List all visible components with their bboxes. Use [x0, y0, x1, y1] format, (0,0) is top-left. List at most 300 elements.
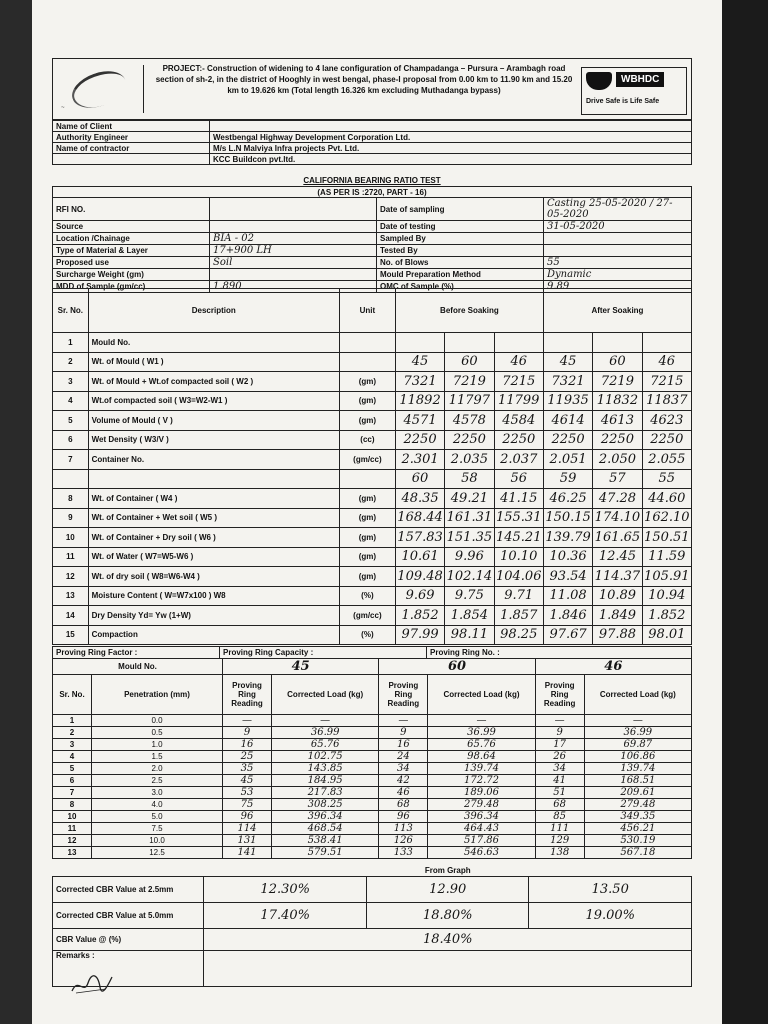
- road-icon: [586, 72, 612, 90]
- ring-col-load-3: Corrected Load (kg): [584, 675, 691, 715]
- row-value: [642, 333, 691, 353]
- field-label: Surcharge Weight (gm): [53, 269, 210, 281]
- ring-reading: 26: [535, 751, 584, 763]
- remarks-label: Remarks :: [53, 950, 204, 986]
- row-value: [445, 333, 494, 353]
- ring-load: —: [584, 715, 691, 727]
- row-value: 162.10: [642, 508, 691, 528]
- row-unit: (gm): [339, 547, 395, 567]
- field-label: RFI NO.: [53, 198, 210, 221]
- ring-row: [53, 847, 692, 859]
- parties-table: [52, 120, 692, 165]
- ring-col-reading-2: Proving Ring Reading: [379, 675, 428, 715]
- ring-reading: —: [223, 715, 272, 727]
- ring-load: 567.18: [584, 847, 691, 859]
- ring-col-reading-3: Proving Ring Reading: [535, 675, 584, 715]
- cbr-row-value: 12.90: [366, 876, 529, 902]
- row-value: 60: [593, 352, 642, 372]
- test-standard: (AS PER IS :2720, PART - 16): [53, 187, 692, 198]
- row-value: 46.25: [543, 489, 592, 509]
- ring-load: 98.64: [428, 751, 535, 763]
- row-unit: [339, 333, 395, 353]
- ring-load: 217.83: [272, 787, 379, 799]
- ring-sr: 1: [53, 715, 92, 727]
- ring-reading: 96: [223, 811, 272, 823]
- field-row: [53, 221, 692, 233]
- field-value: [544, 233, 692, 245]
- field-value: 1.890: [210, 281, 377, 293]
- row-value: 98.01: [642, 625, 691, 645]
- form-area: [52, 58, 692, 1008]
- ring-sr: 3: [53, 739, 92, 751]
- signature: [70, 973, 114, 997]
- ring-row: [53, 787, 692, 799]
- row-value: 4623: [642, 411, 691, 431]
- ring-load: 396.34: [428, 811, 535, 823]
- ring-load: 139.74: [584, 763, 691, 775]
- field-label: Proposed use: [53, 257, 210, 269]
- row-description: Wt. of dry soil ( W8=W6-W4 ): [88, 567, 339, 587]
- row-value: 9.69: [395, 586, 444, 606]
- row-value: 41.15: [494, 489, 543, 509]
- row-value: 4571: [395, 411, 444, 431]
- table-row: [53, 411, 692, 431]
- density-table: [52, 288, 692, 645]
- ring-row: [53, 715, 692, 727]
- ring-col-sr: Sr. No.: [53, 675, 92, 715]
- field-value: BIA - 02: [210, 233, 377, 245]
- row-unit: (gm): [339, 411, 395, 431]
- row-description: Container No.: [88, 450, 339, 470]
- ring-reading: 51: [535, 787, 584, 799]
- field-row: [53, 233, 692, 245]
- ring-row: [53, 739, 692, 751]
- ring-load: 396.34: [272, 811, 379, 823]
- party-label: Name of contractor: [53, 143, 210, 154]
- row-description: [88, 469, 339, 489]
- table-row: [53, 430, 692, 450]
- ring-reading: 35: [223, 763, 272, 775]
- row-description: Wt. of Container ( W4 ): [88, 489, 339, 509]
- table-row: [53, 547, 692, 567]
- row-sr: 2: [53, 352, 89, 372]
- row-description: Wt. of Mould + Wt.of compacted soil ( W2 ): [88, 372, 339, 392]
- ring-load: 464.43: [428, 823, 535, 835]
- row-value: 174.10: [593, 508, 642, 528]
- row-value: 48.35: [395, 489, 444, 509]
- ring-reading: 113: [379, 823, 428, 835]
- row-value: 44.60: [642, 489, 691, 509]
- ring-load: 456.21: [584, 823, 691, 835]
- ring-penetration: 1.5: [92, 751, 223, 763]
- ring-penetration: 4.0: [92, 799, 223, 811]
- field-value: [210, 198, 377, 221]
- ring-load: 468.54: [272, 823, 379, 835]
- sample-info-table: [52, 186, 692, 293]
- ring-load: —: [428, 715, 535, 727]
- party-row: [53, 154, 692, 165]
- proving-ring-capacity: Proving Ring Capacity :: [220, 647, 427, 659]
- ring-reading: 25: [223, 751, 272, 763]
- document-sheet: [32, 0, 722, 1024]
- row-sr: 12: [53, 567, 89, 587]
- row-value: 2250: [593, 430, 642, 450]
- ring-row: [53, 799, 692, 811]
- table-row: [53, 352, 692, 372]
- row-description: Wt. of Container + Wet soil ( W5 ): [88, 508, 339, 528]
- row-unit: (gm): [339, 508, 395, 528]
- ring-load: 102.75: [272, 751, 379, 763]
- mould-no-label: Mould No.: [53, 659, 223, 675]
- ring-row: [53, 763, 692, 775]
- field-label: Source: [53, 221, 210, 233]
- row-value: 11892: [395, 391, 444, 411]
- row-value: 4578: [445, 411, 494, 431]
- ring-reading: 68: [535, 799, 584, 811]
- ring-reading: 85: [535, 811, 584, 823]
- row-description: Wt. of Mould ( W1 ): [88, 352, 339, 372]
- row-value: 9.71: [494, 586, 543, 606]
- logo-brand: WBHDC: [616, 72, 664, 87]
- row-value: 114.37: [593, 567, 642, 587]
- row-unit: (gm/cc): [339, 450, 395, 470]
- table-row: [53, 391, 692, 411]
- party-row: [53, 143, 692, 154]
- ring-reading: 133: [379, 847, 428, 859]
- row-value: 45: [543, 352, 592, 372]
- field-label: Date of sampling: [377, 198, 544, 221]
- row-description: Wt. of Water ( W7=W5-W6 ): [88, 547, 339, 567]
- row-value: 1.849: [593, 606, 642, 626]
- party-value: M/s L.N Malviya Infra projects Pvt. Ltd.: [210, 143, 692, 154]
- row-value: 97.99: [395, 625, 444, 645]
- row-value: 2250: [445, 430, 494, 450]
- logo-swirl-icon: [67, 64, 131, 114]
- table-row: [53, 489, 692, 509]
- row-value: 150.15: [543, 508, 592, 528]
- ring-penetration: 0.5: [92, 727, 223, 739]
- row-description: Dry Density Yd= Yw (1+W): [88, 606, 339, 626]
- row-unit: (gm): [339, 528, 395, 548]
- row-sr: 5: [53, 411, 89, 431]
- field-value: 31-05-2020: [544, 221, 692, 233]
- row-value: [395, 333, 444, 353]
- party-row: [53, 132, 692, 143]
- cbr-results-table: [52, 866, 692, 987]
- row-value: 2250: [395, 430, 444, 450]
- party-value: KCC Buildcon pvt.ltd.: [210, 154, 692, 165]
- row-value: 98.11: [445, 625, 494, 645]
- row-value: 7215: [642, 372, 691, 392]
- row-value: 4614: [543, 411, 592, 431]
- row-value: 7219: [445, 372, 494, 392]
- row-value: [494, 333, 543, 353]
- ring-load: 184.95: [272, 775, 379, 787]
- ring-reading: 96: [379, 811, 428, 823]
- ring-sr: 8: [53, 799, 92, 811]
- row-value: 105.91: [642, 567, 691, 587]
- row-value: 102.14: [445, 567, 494, 587]
- ring-reading: 34: [379, 763, 428, 775]
- ring-reading: 53: [223, 787, 272, 799]
- cbr-row-value: 19.00%: [529, 902, 692, 928]
- row-value: 4613: [593, 411, 642, 431]
- table-row: [53, 625, 692, 645]
- ring-reading: 126: [379, 835, 428, 847]
- row-value: 155.31: [494, 508, 543, 528]
- row-value: 97.88: [593, 625, 642, 645]
- row-value: 161.65: [593, 528, 642, 548]
- row-sr: 13: [53, 586, 89, 606]
- row-value: 46: [494, 352, 543, 372]
- party-value: [210, 121, 692, 132]
- row-unit: (cc): [339, 430, 395, 450]
- proving-ring-table: [52, 658, 692, 859]
- ring-reading: 68: [379, 799, 428, 811]
- row-sr: 14: [53, 606, 89, 626]
- ring-reading: 141: [223, 847, 272, 859]
- row-description: Mould No.: [88, 333, 339, 353]
- ring-load: 279.48: [428, 799, 535, 811]
- row-value: 2.035: [445, 450, 494, 470]
- row-sr: 10: [53, 528, 89, 548]
- row-value: 2250: [543, 430, 592, 450]
- ring-reading: —: [535, 715, 584, 727]
- field-label: Sampled By: [377, 233, 544, 245]
- field-row: [53, 269, 692, 281]
- ring-col-load-2: Corrected Load (kg): [428, 675, 535, 715]
- cbr-value-label: CBR Value @ (%): [53, 928, 204, 950]
- ring-load: 517.86: [428, 835, 535, 847]
- remarks-value: [204, 950, 692, 986]
- company-logo-mark: ~: [61, 105, 65, 111]
- row-value: 60: [445, 352, 494, 372]
- party-row: [53, 121, 692, 132]
- row-value: 109.48: [395, 567, 444, 587]
- row-description: Moisture Content ( W=W7x100 ) W8: [88, 586, 339, 606]
- row-description: Compaction: [88, 625, 339, 645]
- field-label: Location /Chainage: [53, 233, 210, 245]
- row-value: 12.45: [593, 547, 642, 567]
- table-row: [53, 606, 692, 626]
- row-value: 11837: [642, 391, 691, 411]
- row-unit: (%): [339, 586, 395, 606]
- field-row: [53, 245, 692, 257]
- ring-col-load-1: Corrected Load (kg): [272, 675, 379, 715]
- row-value: 161.31: [445, 508, 494, 528]
- row-value: 10.10: [494, 547, 543, 567]
- row-value: 151.35: [445, 528, 494, 548]
- ring-reading: 138: [535, 847, 584, 859]
- row-value: 10.94: [642, 586, 691, 606]
- row-unit: (gm): [339, 391, 395, 411]
- ring-sr: 2: [53, 727, 92, 739]
- from-graph-label: From Graph: [424, 866, 471, 876]
- header-block: [52, 58, 692, 120]
- row-value: 2.055: [642, 450, 691, 470]
- field-value: 17+900 LH: [210, 245, 377, 257]
- row-value: [543, 333, 592, 353]
- table-row: [53, 469, 692, 489]
- logo-tagline: Drive Safe is Life Safe: [586, 98, 660, 105]
- row-value: 2.050: [593, 450, 642, 470]
- row-sr: 6: [53, 430, 89, 450]
- row-sr: 15: [53, 625, 89, 645]
- row-value: 4584: [494, 411, 543, 431]
- row-value: 2250: [642, 430, 691, 450]
- ring-load: 209.61: [584, 787, 691, 799]
- ring-load: 36.99: [272, 727, 379, 739]
- table-row: [53, 586, 692, 606]
- field-value: 9.89: [544, 281, 692, 293]
- ring-row: [53, 751, 692, 763]
- field-value: Casting 25-05-2020 / 27-05-2020: [544, 198, 692, 221]
- ring-reading: 16: [379, 739, 428, 751]
- wbhdc-logo: [581, 67, 687, 115]
- row-unit: (gm/cc): [339, 606, 395, 626]
- ring-sr: 11: [53, 823, 92, 835]
- row-value: 10.61: [395, 547, 444, 567]
- ring-load: 139.74: [428, 763, 535, 775]
- row-unit: [339, 469, 395, 489]
- row-value: 11799: [494, 391, 543, 411]
- row-value: 145.21: [494, 528, 543, 548]
- row-value: 9.96: [445, 547, 494, 567]
- ring-sr: 10: [53, 811, 92, 823]
- ring-reading: 46: [379, 787, 428, 799]
- table-row: [53, 508, 692, 528]
- row-value: 139.79: [543, 528, 592, 548]
- row-sr: 4: [53, 391, 89, 411]
- row-sr: 11: [53, 547, 89, 567]
- field-label: Date of testing: [377, 221, 544, 233]
- ring-reading: 9: [535, 727, 584, 739]
- ring-reading: 34: [535, 763, 584, 775]
- party-label: Name of Client: [53, 121, 210, 132]
- row-value: 10.89: [593, 586, 642, 606]
- row-sr: 8: [53, 489, 89, 509]
- row-value: 10.36: [543, 547, 592, 567]
- ring-load: 69.87: [584, 739, 691, 751]
- col-unit: Unit: [339, 289, 395, 333]
- field-label: OMC of Sample (%): [377, 281, 544, 293]
- ring-sr: 4: [53, 751, 92, 763]
- proving-ring-factor: Proving Ring Factor :: [53, 647, 220, 659]
- row-value: 104.06: [494, 567, 543, 587]
- company-logo: [57, 65, 144, 113]
- ring-reading: 16: [223, 739, 272, 751]
- ring-penetration: 2.0: [92, 763, 223, 775]
- ring-load: 36.99: [584, 727, 691, 739]
- ring-load: 308.25: [272, 799, 379, 811]
- row-value: 9.75: [445, 586, 494, 606]
- ring-sr: 13: [53, 847, 92, 859]
- mould-3: 46: [535, 659, 691, 675]
- ring-penetration: 12.5: [92, 847, 223, 859]
- ring-row: [53, 823, 692, 835]
- ring-sr: 5: [53, 763, 92, 775]
- row-value: 60: [395, 469, 444, 489]
- row-value: 1.852: [642, 606, 691, 626]
- cbr-row-value: 18.80%: [366, 902, 529, 928]
- ring-penetration: 0.0: [92, 715, 223, 727]
- col-before-soaking: Before Soaking: [395, 289, 543, 333]
- row-value: 59: [543, 469, 592, 489]
- row-value: 58: [445, 469, 494, 489]
- row-value: 1.852: [395, 606, 444, 626]
- ring-row: [53, 727, 692, 739]
- cbr-row-label: Corrected CBR Value at 2.5mm: [53, 876, 204, 902]
- ring-reading: 111: [535, 823, 584, 835]
- ring-load: 579.51: [272, 847, 379, 859]
- row-sr: 9: [53, 508, 89, 528]
- row-sr: 7: [53, 450, 89, 470]
- test-title: CALIFORNIA BEARING RATIO TEST: [303, 176, 441, 185]
- row-value: 11.08: [543, 586, 592, 606]
- row-unit: (gm): [339, 372, 395, 392]
- ring-row: [53, 835, 692, 847]
- table-row: [53, 567, 692, 587]
- ring-load: 65.76: [272, 739, 379, 751]
- ring-load: 349.35: [584, 811, 691, 823]
- row-value: 168.44: [395, 508, 444, 528]
- cbr-row-value: 17.40%: [204, 902, 367, 928]
- ring-reading: 129: [535, 835, 584, 847]
- row-sr: 1: [53, 333, 89, 353]
- ring-load: 36.99: [428, 727, 535, 739]
- row-value: 7321: [543, 372, 592, 392]
- ring-load: 65.76: [428, 739, 535, 751]
- row-value: 45: [395, 352, 444, 372]
- row-value: 157.83: [395, 528, 444, 548]
- cbr-value: 18.40%: [204, 928, 692, 950]
- field-value: [544, 245, 692, 257]
- ring-reading: 9: [379, 727, 428, 739]
- ring-sr: 12: [53, 835, 92, 847]
- field-row: [53, 257, 692, 269]
- table-row: [53, 528, 692, 548]
- table-row: [53, 450, 692, 470]
- row-sr: 3: [53, 372, 89, 392]
- ring-load: —: [272, 715, 379, 727]
- ring-col-penetration: Penetration (mm): [92, 675, 223, 715]
- ring-reading: 45: [223, 775, 272, 787]
- row-description: Wt.of compacted soil ( W3=W2-W1 ): [88, 391, 339, 411]
- row-value: 11797: [445, 391, 494, 411]
- ring-reading: 41: [535, 775, 584, 787]
- row-value: 2.051: [543, 450, 592, 470]
- ring-reading: 17: [535, 739, 584, 751]
- row-value: 11832: [593, 391, 642, 411]
- ring-reading: 114: [223, 823, 272, 835]
- field-label: MDD of Sample (gm/cc): [53, 281, 210, 293]
- row-value: 1.846: [543, 606, 592, 626]
- row-value: 2.037: [494, 450, 543, 470]
- ring-load: 530.19: [584, 835, 691, 847]
- cbr-row: [53, 902, 692, 928]
- ring-row: [53, 811, 692, 823]
- ring-reading: 24: [379, 751, 428, 763]
- row-unit: (%): [339, 625, 395, 645]
- row-unit: [339, 352, 395, 372]
- party-label: [53, 154, 210, 165]
- row-value: 97.67: [543, 625, 592, 645]
- ring-reading: —: [379, 715, 428, 727]
- field-label: No. of Blows: [377, 257, 544, 269]
- mould-2: 60: [379, 659, 535, 675]
- cbr-row-label: Corrected CBR Value at 5.0mm: [53, 902, 204, 928]
- ring-col-reading-1: Proving Ring Reading: [223, 675, 272, 715]
